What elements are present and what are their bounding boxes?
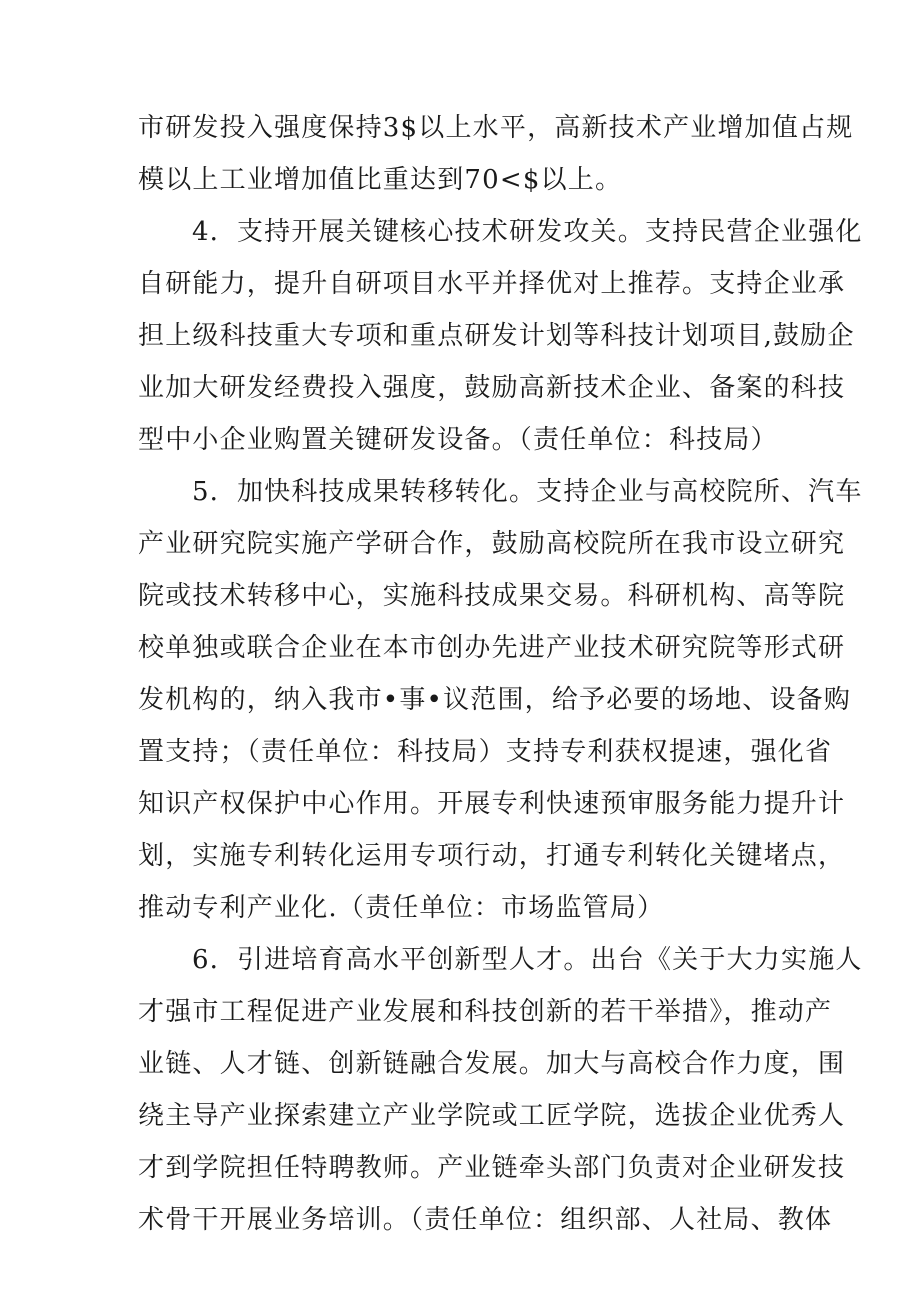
- text-line-15: 划，实施专利转化运用专项行动，打通专利转化关键堵点，: [138, 841, 846, 871]
- text-line-10: 院或技术转移中心，实施科技成果交易。科研机构、高等院: [138, 581, 846, 611]
- text-line-2: 模以上工业增加值比重达到70<$以上。: [138, 165, 623, 195]
- text-line-3: 4．支持开展关键核心技术研发攻关。支持民营企业强化: [192, 217, 863, 247]
- text-line-1: 市研发投入强度保持3$以上水平，高新技术产业增加值占规: [138, 113, 854, 143]
- text-line-22: 术骨干开展业务培训。（责任单位：组织部、人社局、教体: [138, 1205, 833, 1235]
- text-line-16: 推动专利产业化.（责任单位：市场监管局）: [138, 893, 665, 923]
- text-line-14: 知识产权保护中心作用。开展专利快速预审服务能力提升计: [138, 789, 846, 819]
- text-line-13: 置支持；（责任单位：科技局）支持专利获权提速，强化省: [138, 737, 833, 767]
- text-line-4: 自研能力，提升自研项目水平并择优对上推荐。支持企业承: [138, 269, 846, 299]
- text-line-5: 担上级科技重大专项和重点研发计划等科技计划项目,鼓励企: [138, 321, 855, 351]
- text-line-17: 6．引进培育高水平创新型人才。出台《关于大力实施人: [192, 945, 863, 975]
- text-line-20: 绕主导产业探索建立产业学院或工匠学院，选拔企业优秀人: [138, 1101, 846, 1131]
- text-line-7: 型中小企业购置关键研发设备。（责任单位：科技局）: [138, 425, 778, 455]
- text-line-8: 5．加快科技成果转移转化。支持企业与高校院所、汽车: [192, 477, 863, 507]
- text-line-21: 才到学院担任特聘教师。产业链牵头部门负责对企业研发技: [138, 1153, 846, 1183]
- text-line-6: 业加大研发经费投入强度，鼓励高新技术企业、备案的科技: [138, 373, 846, 403]
- text-line-9: 产业研究院实施产学研合作，鼓励高校院所在我市设立研究: [138, 529, 846, 559]
- text-line-12: 发机构的，纳入我市•事•议范围，给予必要的场地、设备购: [138, 685, 852, 715]
- text-line-11: 校单独或联合企业在本市创办先进产业技术研究院等形式研: [138, 633, 846, 663]
- text-line-19: 业链、人才链、创新链融合发展。加大与高校合作力度，围: [138, 1049, 846, 1079]
- text-line-18: 才强市工程促进产业发展和科技创新的若干举措》，推动产: [138, 997, 833, 1027]
